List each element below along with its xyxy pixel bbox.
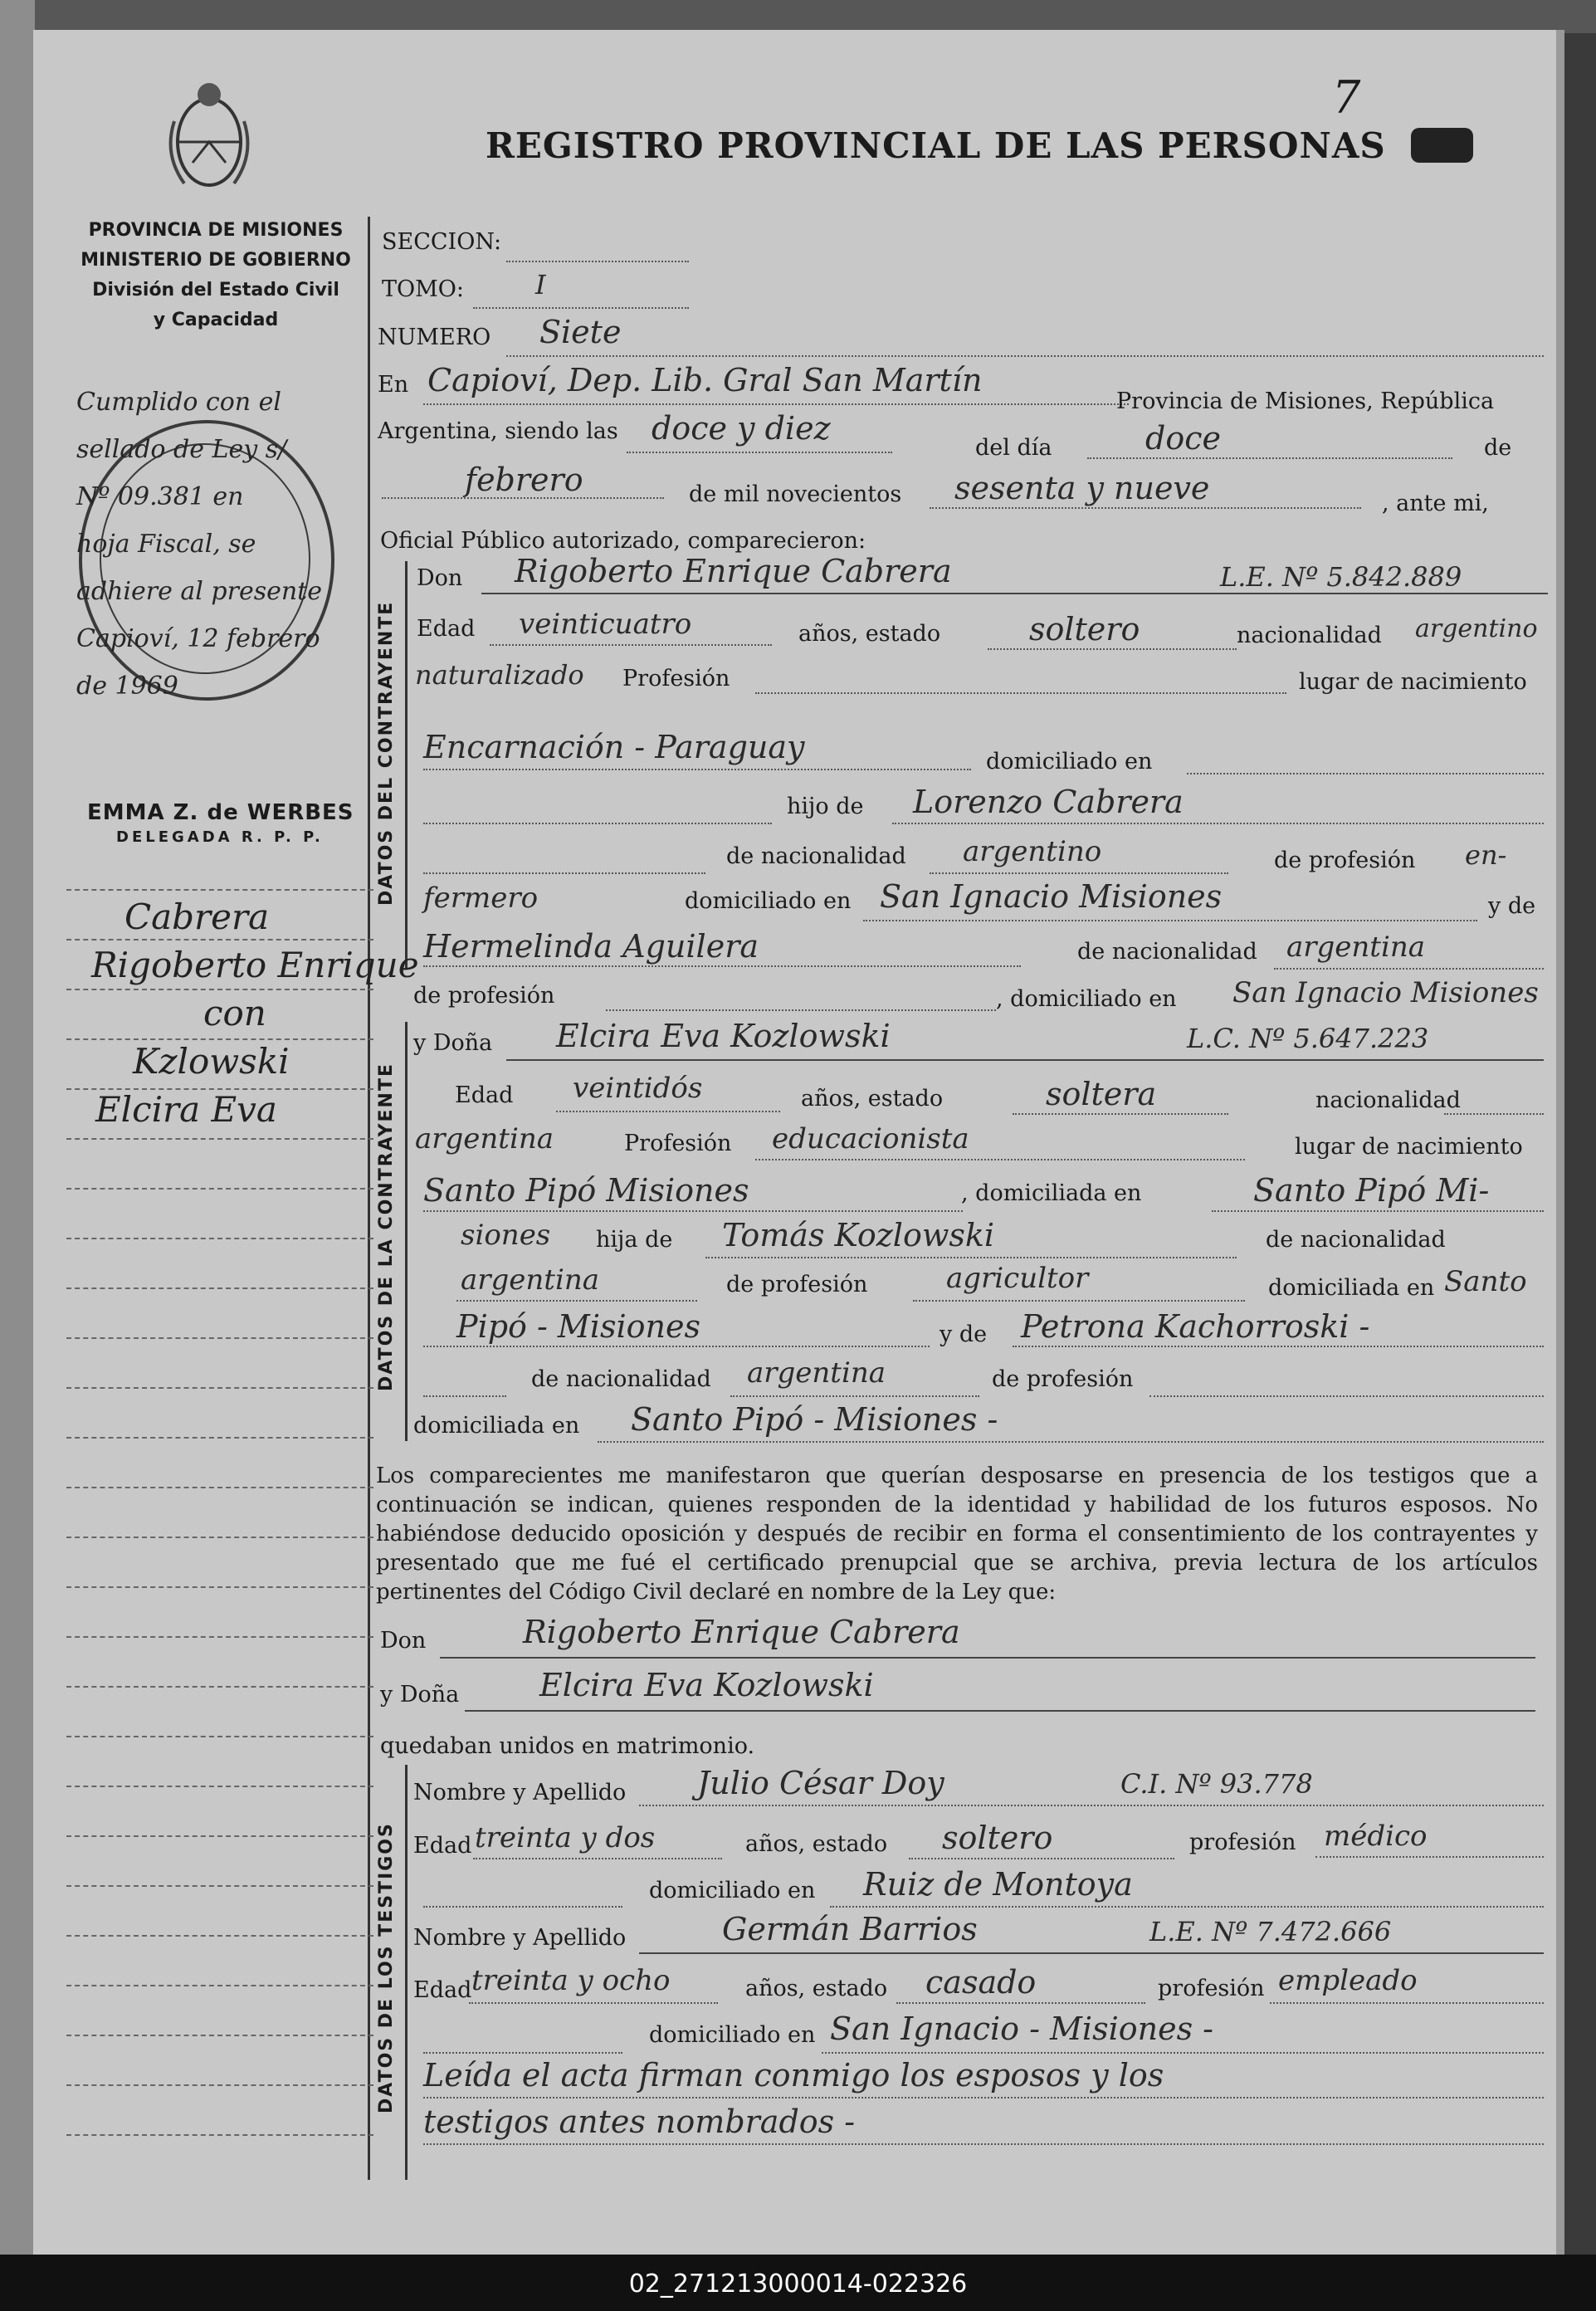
side-rule (66, 1835, 373, 1837)
madre-prof-label: de profesión (413, 983, 555, 1009)
t2-edad-label: Edad (413, 1977, 472, 2003)
madre-prof-label-2: de profesión (992, 1366, 1134, 1392)
madre-dom-value-2: Santo Pipó - Misiones - (631, 1401, 998, 1438)
lugar-value: Encarnación - Paraguay (423, 729, 805, 765)
padre-nac-value-2: argentina (461, 1263, 600, 1297)
padre-nac-pre-line (423, 872, 705, 874)
header-ministry: MINISTERIO DE GOBIERNO (81, 250, 351, 271)
closing-line-1: Leída el acta firman conmigo los esposos y los (423, 2057, 1164, 2094)
en-value: Capioví, Dep. Lib. Gral San Martín (427, 362, 983, 398)
hora-value: doce y diez (652, 410, 831, 447)
anio-line (930, 507, 1361, 509)
domiciliada-value-a: Santo Pipó Mi- (1253, 1172, 1490, 1209)
testigos-divider (405, 1765, 408, 2180)
nacionalidad-value: argentino (1415, 614, 1538, 643)
contrayenta-documento: L.C. Nº 5.647.223 (1187, 1023, 1429, 1054)
side-rule (66, 1188, 373, 1190)
closing-underline-2 (423, 2143, 1544, 2145)
t1-prof-value: médico (1324, 1820, 1428, 1853)
seccion-line (506, 261, 689, 262)
madre-nac-value-2: argentina (747, 1356, 886, 1390)
side-rule (66, 1387, 373, 1389)
madre-nac-line-2 (730, 1395, 979, 1397)
book-spine (0, 0, 35, 2311)
footer-image-id: 02_271213000014-022326 (628, 2269, 968, 2299)
padre-prof-value-2: agricultor (946, 1262, 1089, 1295)
domiciliada-value-b: siones (461, 1219, 551, 1252)
side-rule (66, 1586, 373, 1588)
padre-dom-value: San Ignacio Misiones (880, 878, 1223, 915)
padre-prof-a: en- (1465, 839, 1507, 871)
del-dia-label: del día (975, 435, 1052, 461)
t1-estado-line (909, 1858, 1174, 1859)
lugar-value-2: Santo Pipó Misiones (423, 1172, 749, 1209)
hija-label: hija de (596, 1227, 673, 1253)
padre-dom-label: domiciliado en (685, 888, 852, 914)
declaration-text: Los comparecientes me manifestaron que querían desposarse en presencia de los testigos que a continuación se indican, quienes responden de la identidad y habilidad de los futuros esposos. No habiéndose deducido oposición y después de recibir en forma el consentimiento de los contrayentes y presentado que me fué el certificado prenupcial que se archiva, previa lectura de los artículos pertinentes del Código Civil declaré en nombre de la Ley que: (376, 1463, 1538, 1605)
lugar-line-2 (423, 1210, 963, 1212)
t2-estado-label: años, estado (745, 1976, 888, 2001)
numero-value: Siete (539, 314, 622, 350)
page-title: REGISTRO PROVINCIAL DE LAS PERSONAS (486, 125, 1386, 166)
decl-don-label: Don (380, 1628, 427, 1654)
margin-note (76, 379, 322, 710)
t2-dom-line (822, 2052, 1544, 2054)
domiciliado-label: domiciliado en (986, 749, 1153, 774)
madre-prof-line-2 (1149, 1395, 1544, 1397)
madre-nombre-2: Petrona Kachorroski - (1021, 1308, 1370, 1345)
padre-prof-label-2: de profesión (726, 1272, 868, 1297)
lugar-label-2: lugar de nacimiento (1295, 1134, 1523, 1160)
padre-prof-label: de profesión (1274, 848, 1416, 873)
margin-note-line-1: Cumplido con el (76, 388, 281, 417)
t2-dom-value: San Ignacio - Misiones - (830, 2011, 1213, 2047)
profesion-line-2 (755, 1159, 1245, 1160)
edad-line-2 (556, 1111, 780, 1112)
t2-edad-value: treinta y ocho (471, 1964, 671, 1997)
y-de-label: y de (1488, 893, 1536, 919)
argentina-label: Argentina, siendo las (378, 418, 618, 444)
padre-nac-value: argentino (963, 835, 1102, 868)
hora-line (627, 452, 892, 453)
en-label: En (378, 372, 409, 398)
madre-dom-line-2 (598, 1441, 1544, 1443)
t2-edad-line (469, 2002, 718, 2004)
side-rule (66, 2035, 373, 2036)
padre-dom-value-2a: Santo (1444, 1265, 1527, 1298)
madre-dom-label: , domiciliado en (996, 986, 1177, 1012)
decl-closing: quedaban unidos en matrimonio. (380, 1733, 755, 1759)
t1-edad-value: treinta y dos (475, 1821, 656, 1854)
side-rule (66, 2134, 373, 2136)
t1-dom-line (830, 1906, 1544, 1908)
coat-of-arms-icon (159, 71, 259, 196)
edad-value-2: veintidós (573, 1072, 703, 1105)
decl-dona-line (465, 1710, 1535, 1712)
profesion-value-2: educacionista (772, 1122, 969, 1156)
t2-doc-value: L.E. Nº 7.472.666 (1149, 1916, 1392, 1947)
t2-nombre-label: Nombre y Apellido (413, 1925, 627, 1951)
tomo-label: TOMO: (382, 276, 465, 302)
contrayente-nombre: Rigoberto Enrique Cabrera (515, 553, 952, 589)
delegate-role: DELEGADA R. P. P. (116, 828, 324, 846)
seccion-label: SECCION: (382, 229, 502, 255)
t1-dom-pre-line (423, 1906, 622, 1908)
madre-nac-value: argentina (1286, 931, 1426, 964)
madre-line (423, 965, 1021, 967)
y-de-label-2: y de (940, 1322, 988, 1347)
numero-label: NUMERO (378, 325, 491, 350)
madre-nac-label: de nacionalidad (1077, 939, 1257, 965)
edad-line (490, 644, 772, 646)
t2-dom-label: domiciliado en (649, 2022, 816, 2048)
book-cover-top (0, 0, 1596, 33)
padre-nac-line (930, 872, 1228, 874)
mes-value: febrero (465, 462, 583, 498)
decl-don-value: Rigoberto Enrique Cabrera (523, 1614, 960, 1650)
side-rule (66, 1287, 373, 1289)
estado-value-2: soltera (1046, 1076, 1157, 1112)
dona-line (506, 1059, 1544, 1061)
margin-note-line-3: Nº 09.381 en (76, 482, 244, 511)
side-rule (66, 1786, 373, 1787)
page-edge (1556, 30, 1564, 2255)
edad-label: Edad (417, 616, 476, 642)
de-label: de (1484, 435, 1512, 461)
don-line (481, 593, 1548, 594)
t2-nombre-value: Germán Barrios (722, 1911, 978, 1947)
side-rule (66, 1138, 373, 1140)
oficial-text: Oficial Público autorizado, comparecieron: (380, 528, 866, 554)
padre-dom-value-2b: Pipó - Misiones (456, 1308, 700, 1345)
tomo-line (473, 307, 689, 309)
tomo-value: I (535, 269, 546, 300)
register-page (33, 30, 1564, 2255)
contrayente-section-label: DATOS DEL CONTRAYENTE (376, 600, 397, 906)
dia-line (1087, 457, 1452, 459)
edad-value: veinticuatro (519, 608, 692, 641)
dia-value: doce (1145, 420, 1221, 457)
nacionalidad-line-2 (1444, 1113, 1544, 1115)
estado-label: años, estado (798, 621, 941, 647)
side-rule (66, 1337, 373, 1339)
header-province: PROVINCIA DE MISIONES (88, 220, 344, 241)
numero-line (506, 355, 1544, 357)
t1-dom-label: domiciliado en (649, 1878, 816, 1903)
side-rule (66, 1736, 373, 1737)
side-rule (66, 1437, 373, 1439)
margin-name-surname: Cabrera (124, 897, 270, 937)
margin-name-given: Rigoberto Enrique (91, 945, 419, 985)
nacionalidad-value-2: argentina (415, 1122, 554, 1156)
decl-don-line (440, 1657, 1535, 1659)
closing-line-2: testigos antes nombrados - (423, 2103, 856, 2140)
domiciliada-label: , domiciliada en (961, 1180, 1142, 1206)
header-capacity: y Capacidad (153, 310, 279, 330)
t1-edad-line (473, 1858, 722, 1859)
contrayenta-nombre: Elcira Eva Kozlowski (556, 1018, 891, 1054)
lugar-line (423, 769, 971, 770)
padre-nombre-2: Tomás Kozlowski (722, 1217, 995, 1253)
side-rule (66, 1985, 373, 1986)
side-rule (66, 1686, 373, 1688)
t1-nombre-line (639, 1805, 1544, 1806)
side-rule (66, 2084, 373, 2086)
margin-note-line-5: adhiere al presente (76, 577, 322, 606)
t2-estado-line (896, 2002, 1145, 2004)
side-rule (66, 1537, 373, 1538)
margin-name-surname-2: Kzlowski (133, 1041, 290, 1082)
side-rule (66, 1885, 373, 1887)
t1-prof-line (1315, 1856, 1544, 1858)
decl-dona-value: Elcira Eva Kozlowski (539, 1667, 874, 1703)
profesion-label: Profesión (622, 666, 730, 691)
padre-line-2 (705, 1257, 1237, 1258)
margin-note-line-7: de 1969 (76, 672, 178, 701)
padre-nac-label: de nacionalidad (726, 843, 906, 869)
hijo-label: hijo de (787, 794, 864, 819)
don-label: Don (417, 565, 463, 591)
naturalizado: naturalizado (415, 659, 584, 691)
page-number: 7 (1332, 71, 1361, 124)
t2-dom-pre-line (423, 2052, 622, 2054)
edad-label-2: Edad (455, 1082, 514, 1108)
padre-nac-label-2: de nacionalidad (1266, 1227, 1446, 1253)
margin-note-line-6: Capioví, 12 febrero (76, 624, 320, 653)
estado-line-2 (1013, 1113, 1228, 1115)
madre-nac-pre-line-2 (423, 1395, 506, 1397)
nacionalidad-label-2: nacionalidad (1315, 1087, 1461, 1113)
t1-prof-label: profesión (1189, 1830, 1296, 1855)
madre-line-2 (1013, 1346, 1544, 1347)
decl-dona-label: y Doña (380, 1682, 460, 1708)
margin-name-con: con (203, 993, 266, 1033)
ante-label: , ante mi, (1382, 491, 1489, 516)
margin-note-line-2: sellado de Ley s/ (76, 435, 287, 464)
contrayenta-section-label: DATOS DE LA CONTRAYENTE (376, 1063, 397, 1391)
provincia-text: Provincia de Misiones, República (1116, 388, 1495, 414)
dona-label: y Doña (413, 1030, 493, 1056)
nacionalidad-label: nacionalidad (1237, 623, 1382, 648)
closing-underline-1 (423, 2097, 1544, 2098)
madre-nac-label-2: de nacionalidad (531, 1366, 711, 1392)
profesion-line (755, 692, 1286, 694)
t1-estado-value: soltero (942, 1820, 1053, 1856)
profesion-label-2: Profesión (624, 1131, 732, 1156)
padre-dom-line-2 (423, 1346, 930, 1347)
margin-note-line-4: hoja Fiscal, se (76, 530, 256, 559)
t2-prof-value: empleado (1278, 1964, 1418, 1997)
header-division: División del Estado Civil (92, 280, 339, 300)
t1-doc-value: C.I. Nº 93.778 (1120, 1768, 1313, 1800)
padre-nombre: Lorenzo Cabrera (913, 784, 1184, 820)
t1-nombre-label: Nombre y Apellido (413, 1780, 627, 1805)
mes-line (382, 497, 664, 499)
anio-value: sesenta y nueve (954, 470, 1210, 506)
madre-dom-label-2: domiciliada en (413, 1413, 580, 1439)
padre-nac-line-2 (456, 1300, 697, 1302)
t1-dom-value: Ruiz de Montoya (863, 1866, 1133, 1903)
padre-dom-label-2: domiciliada en (1268, 1275, 1435, 1301)
padre-prof-line-2 (913, 1300, 1245, 1302)
side-rule (66, 889, 373, 891)
contrayente-documento: L.E. Nº 5.842.889 (1220, 561, 1462, 593)
padre-dom-line (863, 920, 1477, 921)
ink-blot (1411, 128, 1473, 163)
estado-line (988, 648, 1237, 650)
header-left (58, 216, 373, 335)
margin-name-given-2: Elcira Eva (95, 1089, 277, 1130)
estado-value: soltero (1029, 611, 1140, 647)
madre-nombre: Hermelinda Aguilera (423, 928, 759, 965)
side-rule (66, 1238, 373, 1239)
side-rule (66, 1487, 373, 1488)
testigos-section-label: DATOS DE LOS TESTIGOS (376, 1822, 397, 2113)
mil-label: de mil novecientos (689, 481, 902, 507)
t2-prof-line (1270, 2002, 1544, 2004)
delegate-name: EMMA Z. de WERBES (87, 800, 354, 825)
lugar-label: lugar de nacimiento (1299, 669, 1527, 695)
hijo-pre-line (423, 823, 772, 824)
t1-edad-label: Edad (413, 1833, 472, 1859)
t2-nombre-line (639, 1952, 1544, 1954)
padre-line (892, 823, 1544, 824)
madre-prof-line (606, 1009, 996, 1011)
domiciliada-line (1212, 1210, 1544, 1212)
madre-nac-line (1274, 968, 1544, 970)
margin-names (91, 893, 419, 1134)
side-rule (66, 1935, 373, 1937)
madre-dom-value: San Ignacio Misiones (1232, 976, 1539, 1009)
t2-prof-label: profesión (1158, 1976, 1265, 2001)
side-rule (66, 1636, 373, 1638)
t1-estado-label: años, estado (745, 1831, 888, 1857)
padre-prof-b: fermero (423, 882, 539, 915)
t2-estado-value: casado (925, 1964, 1037, 2001)
en-line (423, 403, 1129, 405)
estado-label-2: años, estado (801, 1086, 944, 1112)
t1-nombre-value: Julio César Doy (697, 1765, 944, 1801)
domiciliado-line (1187, 773, 1544, 774)
